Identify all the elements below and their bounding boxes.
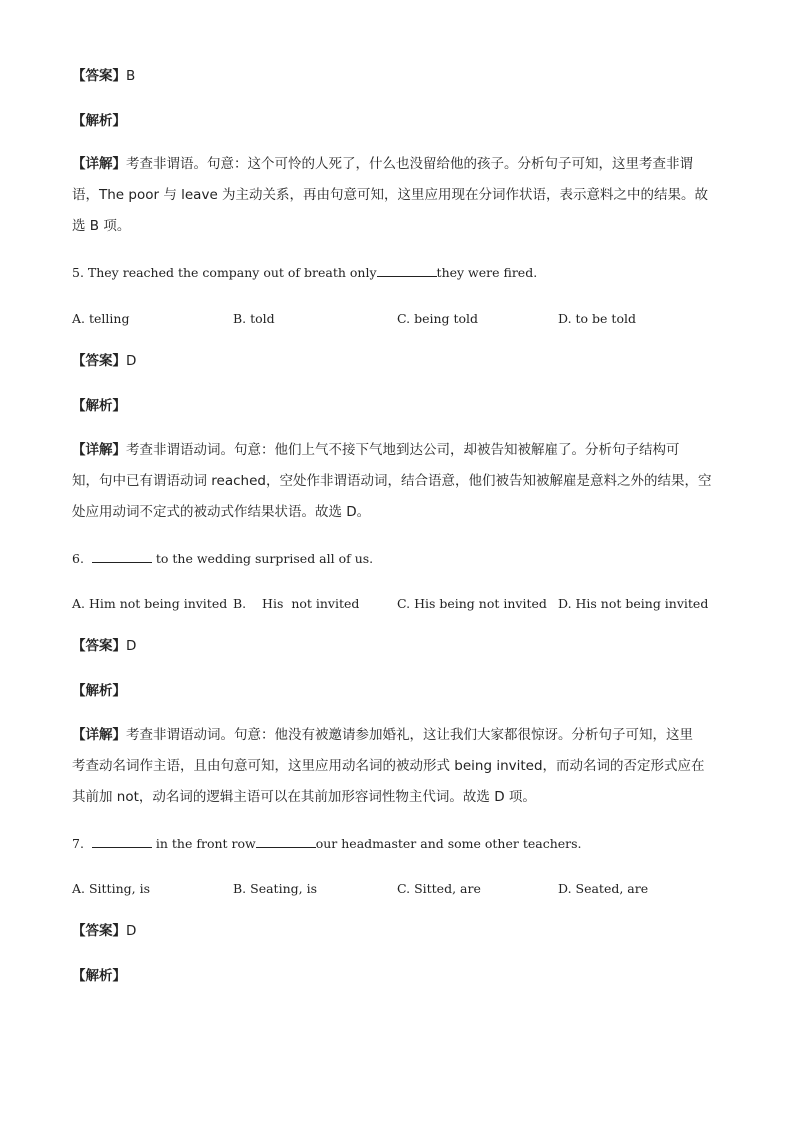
answer-line-q5: 【答案】D [72, 353, 137, 369]
answer-blank [256, 836, 316, 848]
detail-paragraph-q6: 【详解】考查非谓语动词。句意：他没有被邀请参加婚礼，这让我们大家都很惊讶。分析句子可知，这里 考查动名词作主语，且由句意可知，这里应用动名词的被动形式 being invited，而动名词的否定形式应在 其前加 not，动名词的逻辑主语可以在其前加形容词性物主代词。故选 D 项。 [72, 727, 705, 805]
answer-line-q6: 【答案】D [72, 638, 137, 654]
question-stem-q6: 6. to the wedding surprised all of us. [72, 551, 374, 566]
question-stem-q5: 5. They reached the company out of breath only they were fired. [72, 265, 538, 280]
option-a: A. telling [72, 311, 130, 326]
answer-line-q7: 【答案】D [72, 923, 137, 939]
option-a: A. Him not being invited [72, 596, 228, 611]
analysis-heading-q7: 【解析】 [72, 968, 126, 984]
question-stem-q7: 7. in the front row our headmaster and some other teachers. [72, 836, 582, 851]
option-d: D. to be told [558, 311, 636, 326]
answer-blank [92, 836, 152, 848]
option-b: B. His not invited [233, 596, 360, 611]
answer-label: 【答案】 [72, 68, 126, 84]
option-c: C. His being not invited [397, 596, 547, 611]
option-d: D. His not being invited [558, 596, 709, 611]
option-b: B. Seating, is [233, 881, 317, 896]
answer-blank [377, 265, 437, 277]
analysis-heading-q4: 【解析】 [72, 113, 126, 129]
answer-blank [92, 551, 152, 563]
answer-value: B [126, 68, 136, 84]
option-b: B. told [233, 311, 275, 326]
option-c: C. being told [397, 311, 479, 326]
answer-line-q4 [72, 69, 722, 84]
detail-paragraph-q4: 【详解】考查非谓语。句意：这个可怜的人死了，什么也没留给他的孩子。分析句子可知，这里考查非谓 语，The poor 与 leave 为主动关系，再由句意可知，这里应用现在分词作状语，表示意料之中的结果。故 选 B 项。 [72, 156, 709, 234]
option-c: C. Sitted, are [397, 881, 481, 896]
analysis-heading-q6: 【解析】 [72, 683, 126, 699]
analysis-heading-q5: 【解析】 [72, 398, 126, 414]
option-a: A. Sitting, is [72, 881, 150, 896]
option-d: D. Seated, are [558, 881, 649, 896]
detail-paragraph-q5: 【详解】考查非谓语动词。句意：他们上气不接下气地到达公司，却被告知被解雇了。分析句子结构可 知，句中已有谓语动词 reached，空处作非谓语动词，结合语意，他们被告知被解雇是意料之外的结果，空 处应用动词不定式的被动式作结果状语。故选 D。 [72, 442, 712, 520]
